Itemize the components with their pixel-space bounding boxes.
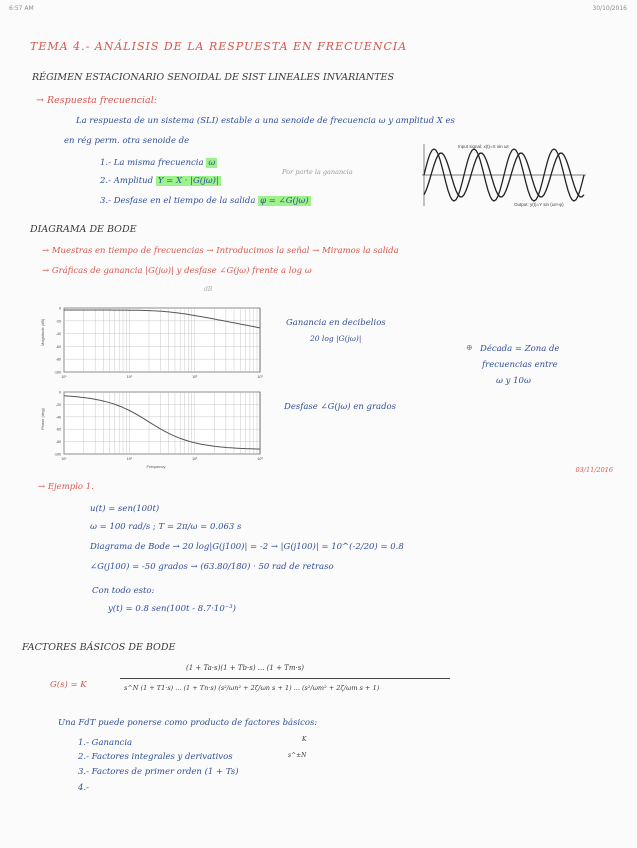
- bode-step-1: → Muestras en tiempo de frecuencias: [42, 246, 204, 256]
- paragraph-line-1: La respuesta de un sistema (SLI) estable a una senoide de frecuencia ω y amplitud X es: [76, 116, 455, 126]
- x-tick-label: 10²: [192, 457, 198, 461]
- list-item: [100, 158, 217, 168]
- gain-db-note: Ganancia en decibelios: [286, 318, 386, 328]
- bode-line-2: → Gráficas de ganancia |G(jω)| y desfase ∠G(jω) frente a log ω: [42, 266, 312, 276]
- item-num: 1.-: [100, 158, 111, 168]
- highlight: ω: [208, 158, 216, 168]
- factor-item-2: 2.- Factores integrales y derivativos: [78, 752, 233, 762]
- header-time: 6:57 AM: [9, 5, 34, 12]
- y-tick-label: -40: [55, 415, 61, 420]
- factor-side-2: s^±N: [288, 752, 307, 759]
- page-title: TEMA 4.- ANÁLISIS DE LA RESPUESTA EN FRECUENCIA: [30, 40, 408, 53]
- x-tick-label: 10⁰: [61, 375, 67, 379]
- phase-ylabel: Phase (deg): [40, 408, 45, 430]
- example-line-5: Con todo esto:: [92, 586, 155, 596]
- phase-xlabel: Frequency: [146, 464, 166, 469]
- item-text: Desfase en el tiempo de la salida: [113, 196, 256, 206]
- x-tick-label: 10³: [257, 457, 263, 461]
- decada-marker: ⊕: [466, 343, 473, 352]
- x-tick-label: 10³: [257, 375, 263, 379]
- decada-line-3: ω y 10ω: [496, 376, 531, 386]
- y-tick-label: -60: [55, 344, 61, 349]
- y-tick-label: 0: [59, 390, 61, 395]
- fraction-bar: [120, 678, 450, 679]
- section-heading-factores: FACTORES BÁSICOS DE BODE: [22, 642, 176, 653]
- bode-line-1: [42, 246, 399, 256]
- highlight: Y = X · |G(jω)|: [157, 176, 219, 186]
- section-heading-regimen: RÉGIMEN ESTACIONARIO SENOIDAL DE SIST LINEALES INVARIANTES: [32, 72, 394, 83]
- formula-lhs: G(s) = K: [50, 680, 87, 690]
- y-tick-label: -60: [55, 427, 61, 432]
- section-heading-bode: DIAGRAMA DE BODE: [30, 224, 137, 235]
- input-signal-label: Input signal: x(t)=X sin ωt: [458, 144, 509, 149]
- formula-numerator: (1 + Ta·s)(1 + Tb·s) ... (1 + Tm·s): [186, 664, 305, 672]
- example-line-2: ω = 100 rad/s ; T = 2π/ω = 0.063 s: [90, 522, 242, 532]
- y-tick-label: -20: [55, 402, 61, 407]
- y-tick-label: -100: [53, 370, 61, 375]
- header-date: 30/10/2016: [592, 5, 627, 12]
- factor-item-3: 3.- Factores de primer orden (1 + Ts): [78, 767, 239, 777]
- x-tick-label: 10¹: [126, 375, 132, 379]
- list-item: [100, 196, 311, 206]
- item-num: 2.-: [100, 176, 111, 186]
- decada-line-2: frecuencias entre: [482, 360, 558, 370]
- output-signal-label: Output: y(t)=Y sin (ωt+φ): [514, 202, 564, 207]
- y-tick-label: -80: [55, 440, 61, 445]
- bode-magnitude-plot: [38, 302, 268, 384]
- gain-note: Por parte la ganancia: [282, 168, 353, 176]
- subheading-respuesta: → Respuesta frecuencial:: [36, 95, 157, 106]
- bode-line-2-sub: dB: [204, 286, 213, 293]
- decada-line-1: Década = Zona de: [480, 344, 560, 354]
- highlight: φ = ∠G(jω): [260, 196, 309, 206]
- bode-phase-plot: [38, 386, 268, 470]
- item-text: La misma frecuencia: [113, 158, 204, 168]
- y-tick-label: -100: [53, 452, 61, 457]
- example-line-4: ∠G(j100) = -50 grados → (63.80/180) · 50 rad de retraso: [90, 562, 334, 572]
- factor-side-1: K: [302, 736, 307, 743]
- desfase-note: Desfase ∠G(jω) en grados: [284, 402, 397, 412]
- y-tick-label: 0: [59, 306, 61, 311]
- y-tick-label: -20: [55, 319, 61, 324]
- example-date: 03/11/2016: [575, 466, 613, 474]
- y-tick-label: -40: [55, 332, 61, 337]
- sine-wave-diagram: [418, 140, 590, 210]
- example-line-6: y(t) = 0.8 sen(100t - 8.7·10⁻³): [108, 604, 236, 614]
- factors-intro: Una FdT puede ponerse como producto de factores básicos:: [58, 718, 318, 728]
- factor-item-4: 4.-: [78, 783, 89, 793]
- bode-step-3: → Miramos la salida: [312, 246, 399, 256]
- paragraph-line-2: en rég perm. otra senoide de: [64, 136, 190, 146]
- example-line-1: u(t) = sen(100t): [90, 504, 160, 514]
- x-tick-label: 10²: [192, 375, 198, 379]
- list-item: [100, 176, 221, 186]
- item-text: Amplitud: [113, 176, 154, 186]
- magnitude-ylabel: Magnitude (dB): [40, 318, 45, 346]
- example-line-3: Diagrama de Bode → 20 log|G(j100)| = -2 → |G(j100)| = 10^(-2/20) = 0.8: [90, 542, 404, 552]
- item-num: 3.-: [100, 196, 111, 206]
- example-heading: → Ejemplo 1.: [38, 482, 94, 492]
- x-tick-label: 10¹: [126, 457, 132, 461]
- factor-item-1: 1.- Ganancia: [78, 738, 133, 748]
- x-tick-label: 10⁰: [61, 457, 67, 461]
- y-tick-label: -80: [55, 357, 61, 362]
- bode-step-2: → Introducimos la señal: [206, 246, 310, 256]
- formula-denominator: s^N (1 + T1·s) ... (1 + Tn·s) (s²/ωn² + 2ζ/ωn s + 1) ... (s²/ωm² + 2ζ/ωm s + 1): [124, 684, 380, 692]
- gain-db-formula: 20 log |G(jω)|: [310, 334, 362, 343]
